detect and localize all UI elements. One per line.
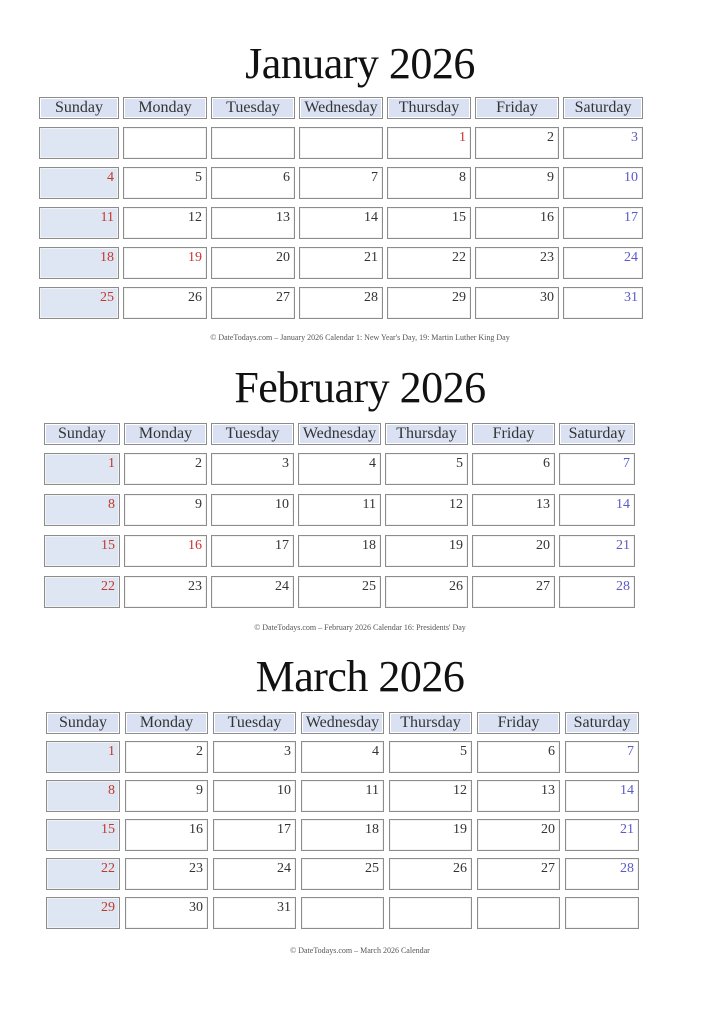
empty-day-cell <box>299 127 383 159</box>
day-cell: 18 <box>301 819 384 851</box>
weekday-header-row <box>46 712 639 734</box>
day-cell: 22 <box>387 247 471 279</box>
day-cell: 13 <box>472 494 555 526</box>
day-cell: 23 <box>124 576 207 608</box>
day-cell: 6 <box>211 167 295 199</box>
day-cell: 22 <box>46 858 120 890</box>
day-cell: 5 <box>389 741 472 773</box>
day-cell: 23 <box>125 858 208 890</box>
weekday-header-wednesday: Wednesday <box>301 712 384 734</box>
day-cell: 23 <box>475 247 559 279</box>
footer-note: © DateTodays.com – March 2026 Calendar <box>290 946 430 955</box>
day-cell: 15 <box>387 207 471 239</box>
day-cell: 19 <box>123 247 207 279</box>
weekday-header-row <box>44 423 635 445</box>
day-cell: 27 <box>211 287 295 319</box>
day-cell: 21 <box>299 247 383 279</box>
day-cell: 25 <box>39 287 119 319</box>
day-cell: 28 <box>559 576 635 608</box>
weekday-header-saturday: Saturday <box>565 712 639 734</box>
day-cell: 24 <box>213 858 296 890</box>
day-cell: 15 <box>44 535 120 567</box>
day-cell: 12 <box>385 494 468 526</box>
day-cell: 27 <box>477 858 560 890</box>
weekday-header-friday: Friday <box>475 97 559 119</box>
week-row <box>46 858 639 890</box>
day-cell: 26 <box>385 576 468 608</box>
week-row <box>46 780 639 812</box>
day-cell: 6 <box>477 741 560 773</box>
day-cell: 3 <box>213 741 296 773</box>
day-cell: 7 <box>299 167 383 199</box>
day-cell: 17 <box>211 535 294 567</box>
day-cell: 28 <box>565 858 639 890</box>
day-cell: 10 <box>213 780 296 812</box>
day-cell: 2 <box>475 127 559 159</box>
day-cell: 1 <box>387 127 471 159</box>
day-cell: 17 <box>563 207 643 239</box>
day-cell: 28 <box>299 287 383 319</box>
day-cell: 4 <box>301 741 384 773</box>
day-cell: 5 <box>385 453 468 485</box>
day-cell: 11 <box>298 494 381 526</box>
weekday-header-tuesday: Tuesday <box>211 97 295 119</box>
empty-day-cell <box>477 897 560 929</box>
day-cell: 13 <box>211 207 295 239</box>
empty-day-cell <box>389 897 472 929</box>
day-cell: 29 <box>387 287 471 319</box>
day-cell: 15 <box>46 819 120 851</box>
day-cell: 10 <box>563 167 643 199</box>
footer-note: © DateTodays.com – February 2026 Calendar 16: Presidents' Day <box>254 623 466 632</box>
day-cell: 30 <box>475 287 559 319</box>
day-cell: 17 <box>213 819 296 851</box>
weekday-header-saturday: Saturday <box>559 423 635 445</box>
weekday-header-thursday: Thursday <box>385 423 468 445</box>
day-cell: 21 <box>565 819 639 851</box>
week-row <box>39 127 643 159</box>
day-cell: 16 <box>475 207 559 239</box>
day-cell: 13 <box>477 780 560 812</box>
day-cell: 7 <box>559 453 635 485</box>
empty-day-cell <box>565 897 639 929</box>
day-cell: 25 <box>298 576 381 608</box>
day-cell: 14 <box>299 207 383 239</box>
day-cell: 9 <box>124 494 207 526</box>
month-title: March 2026 <box>255 652 465 701</box>
empty-day-cell <box>123 127 207 159</box>
day-cell: 19 <box>389 819 472 851</box>
footer-note: © DateTodays.com – January 2026 Calendar 1: New Year's Day, 19: Martin Luther King Day <box>210 333 510 342</box>
week-row <box>44 494 635 526</box>
day-cell: 14 <box>559 494 635 526</box>
day-cell: 11 <box>301 780 384 812</box>
weekday-header-thursday: Thursday <box>387 97 471 119</box>
month-title: January 2026 <box>245 39 475 88</box>
week-row <box>44 535 635 567</box>
day-cell: 20 <box>472 535 555 567</box>
day-cell: 12 <box>389 780 472 812</box>
week-row <box>39 287 643 319</box>
day-cell: 4 <box>39 167 119 199</box>
week-row <box>39 207 643 239</box>
weekday-header-sunday: Sunday <box>39 97 119 119</box>
day-cell: 9 <box>125 780 208 812</box>
day-cell: 10 <box>211 494 294 526</box>
day-cell: 5 <box>123 167 207 199</box>
weekday-header-wednesday: Wednesday <box>299 97 383 119</box>
day-cell: 29 <box>46 897 120 929</box>
day-cell: 7 <box>565 741 639 773</box>
empty-day-cell <box>39 127 119 159</box>
weekday-header-thursday: Thursday <box>389 712 472 734</box>
week-row <box>44 576 635 608</box>
weekday-header-tuesday: Tuesday <box>213 712 296 734</box>
empty-day-cell <box>301 897 384 929</box>
day-cell: 9 <box>475 167 559 199</box>
week-row <box>39 167 643 199</box>
day-cell: 2 <box>125 741 208 773</box>
day-cell: 26 <box>389 858 472 890</box>
day-cell: 11 <box>39 207 119 239</box>
weekday-header-saturday: Saturday <box>563 97 643 119</box>
day-cell: 16 <box>124 535 207 567</box>
weekday-header-sunday: Sunday <box>44 423 120 445</box>
day-cell: 27 <box>472 576 555 608</box>
day-cell: 24 <box>211 576 294 608</box>
day-cell: 14 <box>565 780 639 812</box>
day-cell: 31 <box>213 897 296 929</box>
month-title: February 2026 <box>234 363 486 412</box>
day-cell: 16 <box>125 819 208 851</box>
day-cell: 25 <box>301 858 384 890</box>
week-row <box>46 819 639 851</box>
day-cell: 19 <box>385 535 468 567</box>
day-cell: 18 <box>39 247 119 279</box>
day-cell: 12 <box>123 207 207 239</box>
day-cell: 22 <box>44 576 120 608</box>
weekday-header-friday: Friday <box>472 423 555 445</box>
week-row <box>46 897 639 929</box>
empty-day-cell <box>211 127 295 159</box>
weekday-header-sunday: Sunday <box>46 712 120 734</box>
weekday-header-row <box>39 97 643 119</box>
day-cell: 8 <box>46 780 120 812</box>
day-cell: 1 <box>44 453 120 485</box>
day-cell: 8 <box>387 167 471 199</box>
day-cell: 30 <box>125 897 208 929</box>
day-cell: 20 <box>477 819 560 851</box>
weekday-header-tuesday: Tuesday <box>211 423 294 445</box>
weekday-header-wednesday: Wednesday <box>298 423 381 445</box>
weekday-header-monday: Monday <box>123 97 207 119</box>
day-cell: 20 <box>211 247 295 279</box>
day-cell: 3 <box>211 453 294 485</box>
day-cell: 2 <box>124 453 207 485</box>
weekday-header-monday: Monday <box>125 712 208 734</box>
day-cell: 24 <box>563 247 643 279</box>
day-cell: 3 <box>563 127 643 159</box>
weekday-header-friday: Friday <box>477 712 560 734</box>
day-cell: 1 <box>46 741 120 773</box>
day-cell: 8 <box>44 494 120 526</box>
day-cell: 18 <box>298 535 381 567</box>
day-cell: 4 <box>298 453 381 485</box>
day-cell: 21 <box>559 535 635 567</box>
day-cell: 26 <box>123 287 207 319</box>
week-row <box>46 741 639 773</box>
week-row <box>44 453 635 485</box>
day-cell: 31 <box>563 287 643 319</box>
weekday-header-monday: Monday <box>124 423 207 445</box>
day-cell: 6 <box>472 453 555 485</box>
week-row <box>39 247 643 279</box>
